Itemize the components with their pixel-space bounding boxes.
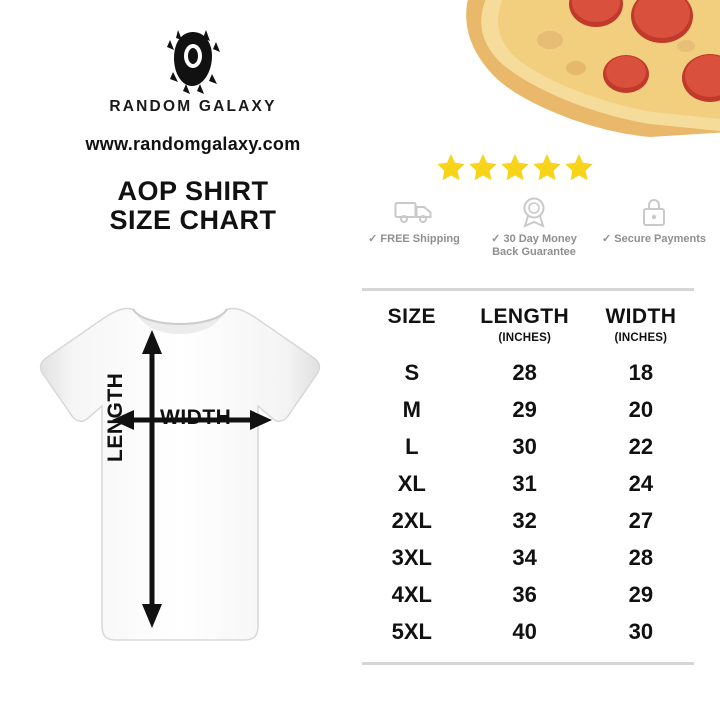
brand-block — [18, 28, 368, 235]
badge-secure-payments — [598, 195, 710, 246]
cell-size: 2XL — [391, 507, 432, 533]
badge-secure-payments-label: ✓ Secure Payments — [602, 233, 706, 245]
size-chart-table — [362, 288, 694, 665]
cell-length: 40 — [512, 618, 537, 644]
star-icon — [436, 152, 466, 182]
table-row — [362, 465, 694, 502]
column-header-size: SIZE — [387, 305, 436, 328]
galaxy-ball-logo-icon — [156, 28, 230, 96]
shirt-width-label: WIDTH — [160, 406, 232, 429]
table-row — [362, 613, 694, 650]
cell-width: 30 — [628, 618, 654, 644]
column-unit-width: (INCHES) — [614, 332, 668, 344]
lock-icon — [598, 195, 710, 229]
star-icon — [500, 152, 530, 182]
table-row — [362, 576, 694, 613]
column-header-width: WIDTH — [605, 305, 677, 328]
cell-size: 3XL — [391, 544, 432, 570]
cell-size: 5XL — [391, 618, 432, 644]
column-unit-length: (INCHES) — [498, 332, 552, 344]
cell-width: 29 — [628, 581, 654, 607]
column-unit-size — [362, 329, 462, 341]
cell-width: 27 — [628, 507, 654, 533]
star-icon — [468, 152, 498, 182]
badge-money-back — [478, 195, 590, 259]
cell-size: XL — [397, 470, 426, 496]
cell-width: 20 — [628, 396, 654, 422]
cell-size: M — [402, 396, 421, 422]
cell-width: 22 — [628, 433, 654, 459]
cell-size: L — [405, 433, 419, 459]
cell-width: 28 — [628, 544, 654, 570]
table-row — [362, 391, 694, 428]
badge-free-shipping — [358, 195, 470, 246]
page-title — [18, 177, 368, 235]
cell-width: 24 — [628, 470, 654, 496]
table-row — [362, 502, 694, 539]
cell-length: 32 — [512, 507, 537, 533]
table-row — [362, 428, 694, 465]
trust-badges — [358, 195, 710, 259]
truck-icon — [358, 195, 470, 229]
table-row — [362, 539, 694, 576]
cell-width: 18 — [628, 359, 654, 385]
table-units-row — [362, 329, 694, 354]
badge-free-shipping-label: ✓ FREE Shipping — [368, 233, 460, 245]
shirt-length-label: LENGTH — [104, 372, 127, 462]
cell-length: 31 — [512, 470, 537, 496]
brand-name: RANDOM GALAXY — [109, 98, 277, 115]
cell-length: 28 — [512, 359, 537, 385]
column-header-length: LENGTH — [480, 305, 570, 328]
table-body — [362, 354, 694, 650]
cell-length: 29 — [512, 396, 537, 422]
cell-size: S — [404, 359, 420, 385]
page-title-line1: AOP SHIRT — [117, 176, 269, 206]
star-rating — [425, 152, 605, 182]
pizza-decoration — [400, 0, 720, 157]
table-header-row — [362, 291, 694, 329]
cell-size: 4XL — [391, 581, 432, 607]
star-icon — [532, 152, 562, 182]
table-row — [362, 354, 694, 391]
cell-length: 30 — [512, 433, 537, 459]
cell-length: 36 — [512, 581, 537, 607]
award-ribbon-icon — [478, 195, 590, 229]
table-bottom-rule — [362, 662, 694, 665]
tshirt-graphic — [30, 296, 330, 656]
brand-url: www.randomgalaxy.com — [85, 134, 301, 154]
cell-length: 34 — [512, 544, 537, 570]
shirt-illustration — [30, 296, 330, 656]
pizza-slice-image — [400, 0, 720, 157]
star-icon — [564, 152, 594, 182]
badge-money-back-label: ✓ 30 Day Money Back Guarantee — [491, 233, 577, 258]
page-title-line2: SIZE CHART — [109, 205, 277, 236]
